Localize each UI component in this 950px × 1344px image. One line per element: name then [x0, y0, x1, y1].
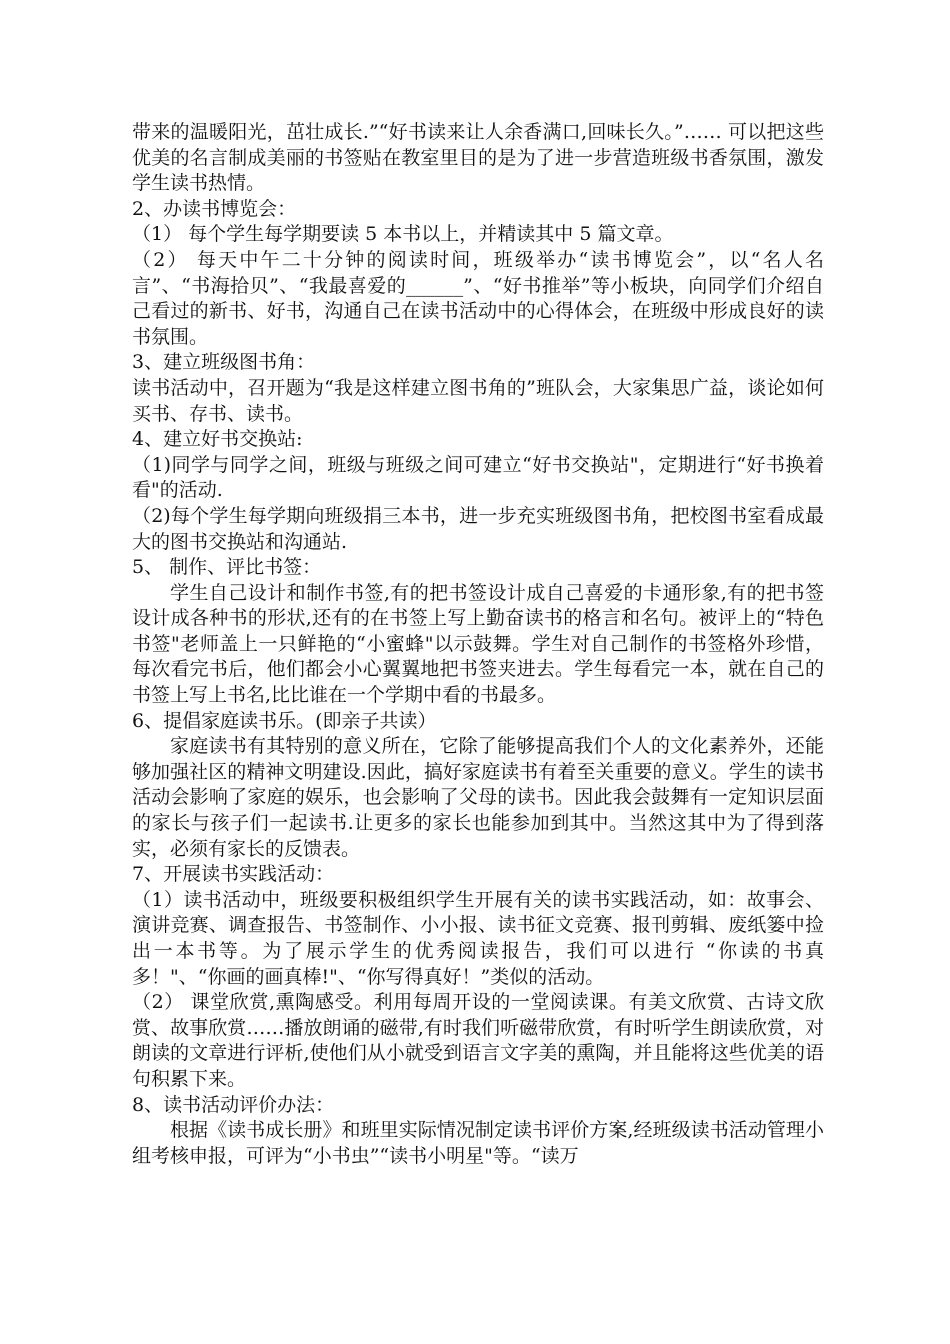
paragraph-book-corner: 读书活动中，召开题为“我是这样建立图书角的”班队会，大家集思广益，谈论如何买书、存书、读书。: [132, 376, 824, 425]
paragraph-bookmark-intro: 带来的温暖阳光，茁壮成长.”“好书读来让人余香满口,回味长久。”…… 可以把这些优美的名言制成美丽的书签贴在教室里目的是为了进一步营造班级书香氛围，激发学生读书热情。: [132, 121, 824, 195]
paragraph-family-reading: 家庭读书有其特别的意义所在，它除了能够提高我们个人的文化素养外，还能够加强社区的精神文明建设.因此，搞好家庭读书有着至关重要的意义。学生的读书活动会影响了家庭的娱乐，也会影响了父母的读书。因此我会鼓舞有一定知识层面的家长与孩子们一起读书.让更多的家长也能参加到其中。当然这其中为了得到落实，必须有家长的反馈表。: [132, 735, 824, 860]
document-page: [132, 120, 824, 1169]
paragraph-bookmarks: 学生自己设计和制作书签,有的把书签设计成自己喜爱的卡通形象,有的把书签设计成各种书的形状,还有的在书签上写上勤奋读书的格言和名句。被评上的“特色书签"老师盖上一只鲜艳的“小蜜蜂"以示鼓舞。学生对自己制作的书签格外珍惜，每次看完书后，他们都会小心翼翼地把书签夹进去。学生每看完一本，就在自己的书签上写上书名,比比谁在一个学期中看的书最多。: [132, 581, 824, 707]
heading-reading-fair: 2、办读书博览会：: [132, 197, 297, 220]
paragraph-book-exchange-1: （1)同学与同学之间，班级与班级之间可建立“好书交换站"，定期进行“好书换着看"的活动.: [132, 453, 824, 502]
paragraph-evaluation: 根据《读书成长册》和班里实际情况制定读书评价方案,经班级读书活动管理小组考核申报，可评为“小书虫”“读书小明星"等。“读万: [132, 1119, 824, 1167]
heading-family-reading: 6、提倡家庭读书乐。(即亲子共读）: [132, 709, 437, 732]
paragraph-reading-fair-2: （2） 每天中午二十分钟的阅读时间，班级举办“读书博览会”，以“名人名言”、“书海拾贝”、“我最喜爱的______”、“好书推举”等小板块，向同学们介绍自己看过的新书、好书，沟通自己在读书活动中的心得体会，在班级中形成良好的读书氛围。: [132, 248, 824, 348]
paragraph-reading-fair-1: （1） 每个学生每学期要读 5 本书以上，并精读其中 5 篇文章。: [132, 223, 674, 246]
heading-bookmarks: 5、 制作、评比书签：: [132, 556, 322, 579]
paragraph-book-exchange-2: （2)每个学生每学期向班级捐三本书，进一步充实班级图书角，把校图书室看成最大的图书交换站和沟通站.: [132, 504, 824, 553]
heading-book-corner: 3、建立班级图书角：: [132, 351, 316, 374]
heading-reading-practice: 7、开展读书实践活动：: [132, 863, 335, 886]
heading-evaluation: 8、读书活动评价办法：: [132, 1093, 335, 1116]
paragraph-reading-practice-1: （1）读书活动中，班级要积极组织学生开展有关的读书实践活动，如：故事会、演讲竞赛、调查报告、书签制作、小小报、读书征文竞赛、报刊剪辑、废纸篓中捡出一本书等。为了展示学生的优秀阅读报告，我们可以进行 “你读的书真多！"、“你画的画真棒!"、“你写得真好！”类似的活动。: [132, 888, 824, 988]
heading-book-exchange: 4、建立好书交换站:: [132, 428, 303, 451]
paragraph-reading-practice-2: （2） 课堂欣赏,熏陶感受。利用每周开设的一堂阅读课。有美文欣赏、古诗文欣赏、故事欣赏……播放朗诵的磁带,有时我们听磁带欣赏，有时听学生朗读欣赏，对朗读的文章进行评析,使他们从小就受到语言文字美的熏陶，并且能将这些优美的语句积累下来。: [132, 991, 824, 1090]
